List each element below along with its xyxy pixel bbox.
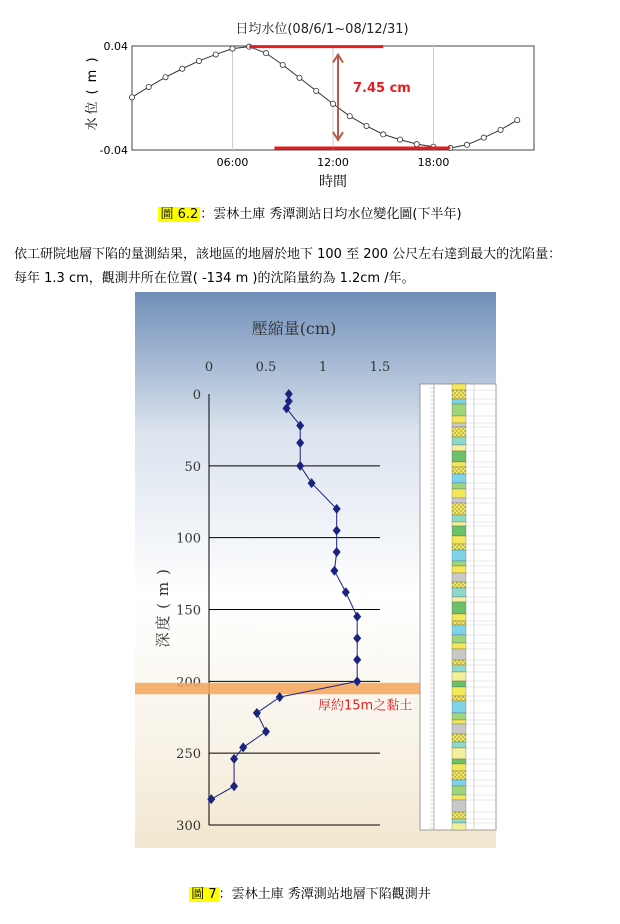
borehole-soil-layer <box>452 823 466 830</box>
chart2-y-tick-label: 0 <box>192 388 201 403</box>
chart1-data-point <box>163 75 168 80</box>
borehole-soil-layer <box>452 681 466 687</box>
chart1-data-point <box>381 132 386 137</box>
chart1-data-point <box>314 88 319 93</box>
compression-depth-chart <box>0 290 620 860</box>
borehole-soil-layer <box>452 522 466 526</box>
borehole-soil-layer <box>452 621 466 625</box>
borehole-soil-layer <box>452 759 466 764</box>
chart2-y-tick-label: 300 <box>176 819 201 834</box>
chart1-data-point <box>414 142 419 147</box>
borehole-soil-layer <box>452 483 466 489</box>
chart1-ylabel-char: ( <box>85 89 100 95</box>
borehole-soil-layer <box>452 764 466 771</box>
chart1-data-point <box>196 58 201 63</box>
chart1-data-point <box>515 118 520 123</box>
borehole-soil-layer <box>452 780 466 786</box>
figure-7-caption <box>0 883 620 902</box>
paragraph-line-1: 依工研院地層下陷的量測結果，該地區的地層於地下 100 至 200 公尺左右達到最大的沈陷量： <box>14 247 562 262</box>
borehole-soil-layer <box>452 462 466 467</box>
chart1-ylabel-char: ) <box>85 57 100 63</box>
borehole-soil-layer <box>452 390 466 399</box>
figure-7-label: 圖 7 <box>191 887 217 902</box>
chart1-x-tick-label: 18:00 <box>417 156 450 169</box>
chart1-x-tick-label: 06:00 <box>216 156 249 169</box>
figure-6-2-caption-text: ：雲林土庫 秀潭測站日均水位變化圖(下半年) <box>200 207 462 222</box>
borehole-soil-layer <box>452 544 466 550</box>
clay-layer-annotation: 厚約15m之黏土 <box>318 698 413 714</box>
borehole-soil-layer <box>452 660 466 665</box>
chart1-data-point <box>213 52 218 57</box>
borehole-soil-layer <box>452 536 466 544</box>
chart1-data-point <box>330 101 335 106</box>
borehole-soil-layer <box>452 503 466 515</box>
borehole-soil-layer <box>452 474 466 483</box>
body-paragraph <box>14 243 614 291</box>
borehole-soil-layer <box>452 423 466 427</box>
borehole-soil-layer <box>452 742 466 748</box>
chart1-title: 日均水位(08/6/1~08/12/31) <box>235 22 409 37</box>
chart1-data-point <box>146 84 151 89</box>
chart1-data-point <box>180 66 185 71</box>
figure-7-caption-text: ：雲林土庫 秀潭測站地層下陷觀測井 <box>218 887 431 902</box>
chart1-data-point <box>347 114 352 119</box>
water-level-chart <box>0 0 620 200</box>
borehole-soil-layer <box>452 734 466 742</box>
borehole-soil-layer <box>452 467 466 474</box>
borehole-soil-layer <box>452 643 466 649</box>
chart1-y-ticks <box>100 40 128 157</box>
borehole-soil-layer <box>452 800 466 812</box>
chart1-xlabel: 時間 <box>319 174 347 190</box>
chart2-ylabel-char: m <box>154 581 172 597</box>
chart1-ylabel-char: 水 <box>85 117 100 131</box>
chart2-x-tick-label: 1 <box>318 360 328 375</box>
chart2-ylabel-char: ) <box>154 569 172 575</box>
chart1-data-point <box>397 137 402 142</box>
borehole-soil-layer <box>452 724 466 734</box>
borehole-soil-layer <box>452 588 466 597</box>
chart1-ylabel-char: m <box>85 69 100 83</box>
borehole-soil-layer <box>452 687 466 696</box>
chart1-y-tick-label: 0.04 <box>103 40 128 53</box>
borehole-soil-layer <box>452 573 466 582</box>
borehole-soil-layer <box>452 515 466 522</box>
borehole-soil-layer <box>452 771 466 780</box>
borehole-soil-layer <box>452 427 466 437</box>
borehole-soil-layer <box>452 713 466 720</box>
borehole-soil-layer <box>452 786 466 795</box>
borehole-soil-layer <box>452 489 466 498</box>
chart2-y-tick-label: 250 <box>176 747 201 763</box>
borehole-soil-layer <box>452 561 466 566</box>
chart2-title: 壓縮量(cm) <box>251 319 337 338</box>
figure-6-2-caption <box>0 203 620 222</box>
chart1-data-point <box>481 135 486 140</box>
borehole-log-strip <box>420 384 496 830</box>
chart2-x-tick-label: 0 <box>204 360 214 375</box>
figure-6-2-label: 圖 6.2 <box>160 207 199 222</box>
borehole-soil-layer <box>452 635 466 643</box>
borehole-soil-layer <box>452 597 466 602</box>
chart1-ylabel <box>84 57 100 130</box>
borehole-soil-layer <box>452 399 466 404</box>
borehole-soil-layer <box>452 649 466 660</box>
borehole-soil-layer <box>452 748 466 759</box>
borehole-soil-layer <box>452 445 466 451</box>
borehole-soil-layer <box>452 701 466 713</box>
chart1-x-ticks <box>217 156 450 169</box>
chart2-ylabel-char: 度 <box>154 615 172 631</box>
borehole-soil-layer <box>452 665 466 672</box>
chart2-y-tick-label: 150 <box>176 603 201 619</box>
chart1-data-point <box>364 123 369 128</box>
borehole-soil-layer <box>452 696 466 701</box>
borehole-soil-layer <box>452 451 466 462</box>
chart2-ylabel-char: ( <box>154 603 172 609</box>
chart1-data-point <box>498 127 503 132</box>
chart1-data-point <box>280 62 285 67</box>
borehole-soil-layer <box>452 795 466 800</box>
chart2-y-tick-label: 50 <box>184 459 201 475</box>
chart2-y-tick-label: 100 <box>176 531 201 547</box>
chart1-y-tick-label: -0.04 <box>99 144 128 157</box>
chart1-data-point <box>230 46 235 51</box>
chart2-x-tick-label: 0.5 <box>255 360 277 375</box>
borehole-soil-layer <box>452 550 466 561</box>
borehole-soil-layer <box>452 416 466 423</box>
borehole-soil-layer <box>452 498 466 503</box>
chart1-data-point <box>464 142 469 147</box>
borehole-soil-layer <box>452 437 466 445</box>
borehole-soil-layer <box>452 582 466 588</box>
chart1-data-point <box>129 95 134 100</box>
borehole-soil-layer <box>452 672 466 681</box>
borehole-soil-layer <box>452 614 466 621</box>
chart1-data-point <box>297 75 302 80</box>
borehole-soil-layer <box>452 526 466 536</box>
borehole-soil-layer <box>452 625 466 635</box>
chart1-ylabel-char: 位 <box>85 101 100 115</box>
chart2-x-tick-label: 1.5 <box>369 360 391 375</box>
chart1-annotation-label: 7.45 cm <box>353 81 411 96</box>
chart1-data-point <box>263 51 268 56</box>
chart2-ylabel-char: 深 <box>154 632 172 648</box>
chart1-x-tick-label: 12:00 <box>317 156 349 169</box>
borehole-soil-layer <box>452 404 466 416</box>
borehole-soil-layer <box>452 720 466 724</box>
borehole-soil-layer <box>452 812 466 819</box>
borehole-soil-layer <box>452 384 466 390</box>
paragraph-line-2: 每年 1.3 cm，觀測井所在位置( -134 m )的沈陷量約為 1.2cm /年。 <box>14 271 415 286</box>
borehole-soil-layer <box>452 566 466 573</box>
borehole-soil-layer <box>452 819 466 823</box>
borehole-soil-layer <box>452 602 466 614</box>
